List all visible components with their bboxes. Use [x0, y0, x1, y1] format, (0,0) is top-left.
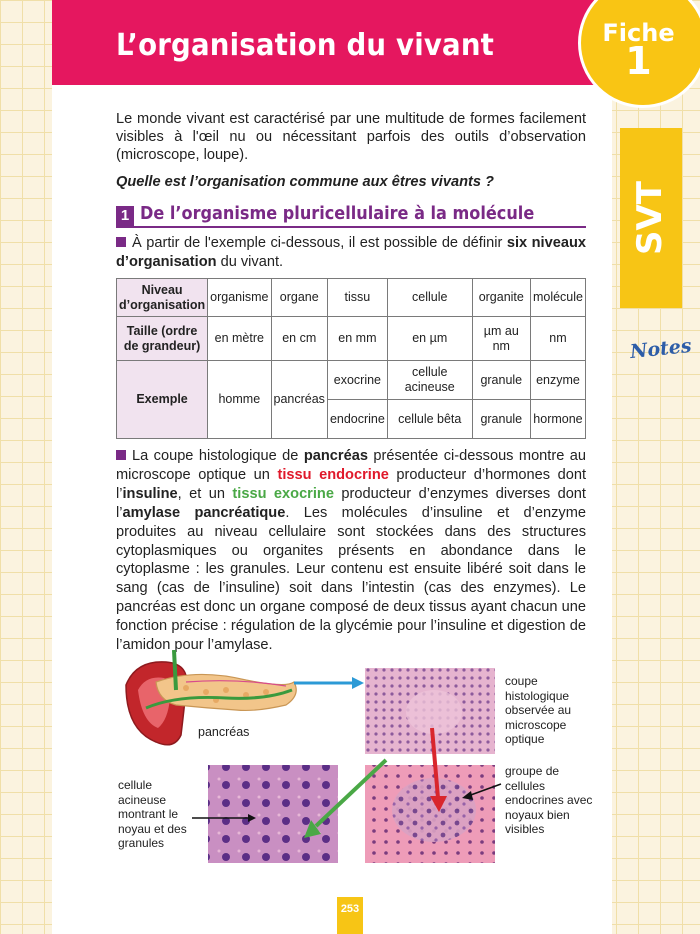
- pancreas-caption: pancréas: [198, 725, 250, 739]
- acinar-caption: cellule acineuse montrant le noyau et des granules: [118, 778, 187, 850]
- notes-label: Notes: [629, 334, 693, 364]
- organisation-levels-table: [116, 278, 586, 439]
- text-run: . Les molécules d’insuline et d’enzyme produites au niveau cellulaire sont stockées dans des structures cytoplasmiques ou organites présents en abondance dans le cytoplasme : les granules. Leur contenu est ensuite libéré soit dans le sang (cas de l’insuline) soit dans l’intestin (cas des enzymes). Le pancréas est donc un organe composé de deux tissus ayant chacun une fonction précise : régulation de la glycémie pour l’insuline et digestion de l’amidon pour l’amylase.: [116, 504, 586, 654]
- table-cell: en mètre: [208, 317, 271, 361]
- text-run-bold: insuline: [122, 485, 178, 502]
- section-paragraph-2: [116, 447, 586, 655]
- text-run: producteur d’hormones dont l’: [116, 466, 587, 502]
- text-run-bold: six niveaux d’organisation: [116, 235, 586, 270]
- table-cell: tissu: [327, 279, 387, 317]
- section-paragraph-1: [116, 234, 586, 272]
- table-cell: cellule acineuse: [387, 361, 472, 400]
- text-run: du vivant.: [216, 254, 284, 270]
- bullet-square-icon: [116, 450, 126, 460]
- endocrine-caption: groupe de cellules endocrines avec noyaux bien visibles: [505, 764, 593, 836]
- text-run: La coupe histologique de: [132, 448, 304, 464]
- fiche-number: 1: [625, 39, 652, 83]
- table-cell: homme: [208, 361, 271, 439]
- row-header: Exemple: [117, 361, 208, 439]
- table-cell: nm: [530, 317, 585, 361]
- subject-tab: [620, 128, 682, 308]
- table-cell: organisme: [208, 279, 271, 317]
- table-row: [117, 361, 586, 400]
- table-cell: granule: [472, 361, 530, 400]
- page-title: L’organisation du vivant: [116, 28, 495, 63]
- table-cell: cellule bêta: [387, 400, 472, 439]
- table-row: [117, 317, 586, 361]
- table-cell: organe: [271, 279, 327, 317]
- table-cell: hormone: [530, 400, 585, 439]
- table-cell: granule: [472, 400, 530, 439]
- table-cell: molécule: [530, 279, 585, 317]
- table-row: [117, 279, 586, 317]
- fiche-label: Fiche: [602, 19, 675, 47]
- table-cell: enzyme: [530, 361, 585, 400]
- row-header: Taille (ordre de grandeur): [117, 317, 208, 361]
- text-run-bold: amylase pancréatique: [122, 504, 286, 521]
- table-cell: µm au nm: [472, 317, 530, 361]
- table-cell: organite: [472, 279, 530, 317]
- text-run: À partir de l'exemple ci-dessous, il est possible de définir: [132, 235, 507, 251]
- table-cell: cellule: [387, 279, 472, 317]
- table-cell: endocrine: [327, 400, 387, 439]
- text-run-bold: pancréas: [303, 448, 368, 464]
- table-cell: en mm: [327, 317, 387, 361]
- histology-figure: [116, 650, 606, 880]
- intro-question: Quelle est l’organisation commune aux êtres vivants ?: [116, 174, 494, 190]
- table-cell: en µm: [387, 317, 472, 361]
- page-number: 253: [337, 897, 363, 934]
- text-run: présentée ci-dessous montre au microscope optique un: [116, 448, 586, 483]
- section-number: 1: [116, 206, 134, 226]
- blue-arrow-head: [352, 677, 364, 689]
- section-title: De l’organisme pluricellulaire à la molécule: [140, 204, 535, 224]
- text-run: producteur d’enzymes diverses dont l’: [116, 485, 586, 521]
- intro-paragraph: Le monde vivant est caractérisé par une multitude de formes facilement visibles à l'œil nu ou nécessitant parfois des outils d’observation (microscope, loupe).: [116, 111, 586, 163]
- text-run: , et un: [177, 485, 233, 502]
- bullet-square-icon: [116, 237, 126, 247]
- section-heading: [116, 204, 586, 228]
- overview-caption: coupe histologique observée au microscope optique: [505, 674, 572, 746]
- table-cell: pancréas: [271, 361, 327, 439]
- subject-tab-label: SVT: [630, 181, 670, 255]
- exocrine-term: tissu exocrine: [232, 485, 334, 502]
- title-band: [52, 0, 612, 85]
- table-cell: en cm: [271, 317, 327, 361]
- histology-photo-acinar: [208, 765, 338, 863]
- row-header: Niveau d’organisation: [117, 279, 208, 317]
- table-cell: exocrine: [327, 361, 387, 400]
- endocrine-term: tissu endocrine: [277, 466, 389, 483]
